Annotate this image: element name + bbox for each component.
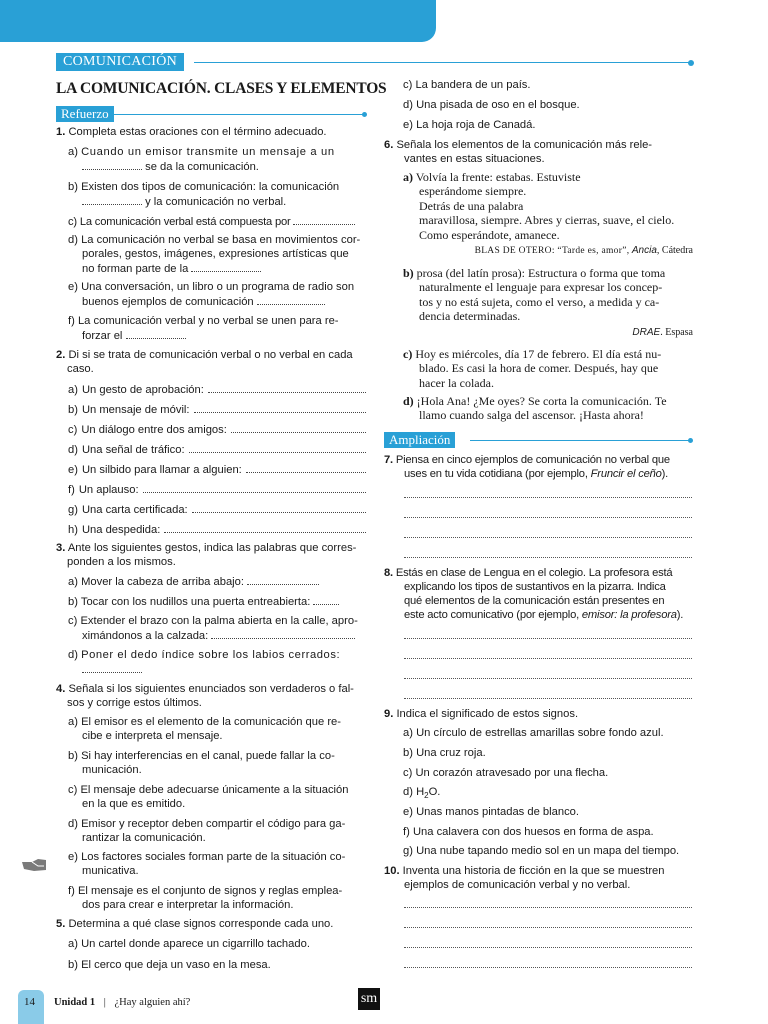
q6-item-d	[403, 394, 693, 423]
question-text: explicando los tipos de sustantivos en la pizarra. Indica	[404, 581, 666, 593]
q4-item-f	[68, 884, 366, 912]
item-text: no forman parte de la	[82, 263, 189, 275]
item-text: El cerco que deja un vaso en la mesa.	[81, 959, 271, 971]
q3-item-b	[68, 594, 366, 609]
definition-line: prosa (del latín prosa): Estructura o forma que toma	[416, 266, 666, 280]
item-label: b)	[68, 959, 78, 971]
item-label: g)	[403, 845, 413, 857]
item-label: e)	[68, 851, 78, 863]
item-label: a)	[403, 727, 413, 739]
unit-title: ¿Hay alguien ahí?	[114, 997, 191, 1008]
item-text: Un gesto de aprobación:	[81, 384, 204, 396]
answer-line[interactable]	[404, 517, 692, 518]
item-text: ximándonos a la calzada:	[82, 630, 209, 642]
item-text: se da la comunicación.	[145, 161, 259, 173]
item-text: Un cartel donde aparece un cigarrillo tachado.	[81, 938, 310, 950]
item-text: y la comunicación no verbal.	[145, 196, 287, 208]
ampliacion-divider	[470, 440, 690, 441]
question-text: caso.	[67, 363, 94, 375]
refuerzo-divider	[112, 114, 364, 115]
answer-blank[interactable]	[126, 328, 186, 339]
q4-item-b	[68, 749, 366, 777]
item-text: Una calavera con dos huesos en forma de aspa.	[412, 826, 654, 838]
pointing-hand-icon	[20, 856, 48, 874]
q9-item-g	[403, 844, 693, 858]
question-6	[384, 138, 694, 166]
footer-unit	[54, 997, 190, 1008]
question-5	[56, 917, 368, 931]
q2-items	[68, 382, 366, 542]
item-text: Una señal de tráfico:	[81, 444, 185, 456]
q5-item-d	[403, 98, 693, 112]
item-text: Los factores sociales forman parte de la situación co-	[81, 851, 346, 863]
section-divider	[194, 62, 690, 63]
item-text: municación.	[82, 764, 142, 776]
question-number: 6.	[384, 139, 394, 151]
item-text: 2	[424, 791, 429, 801]
answer-blank[interactable]	[247, 574, 319, 585]
question-8	[384, 566, 694, 622]
section-tab: COMUNICACIÓN	[56, 53, 184, 71]
item-label: a)	[68, 576, 78, 588]
answer-blank[interactable]	[82, 194, 142, 205]
text-line: blado. Es casi la hora de comer. Después, hay que	[419, 361, 659, 376]
item-label: b)	[68, 181, 78, 193]
question-text: ).	[676, 609, 684, 621]
item-text: Mover la cabeza de arriba abajo:	[81, 576, 244, 588]
question-text: Señala los elementos de la comunicación más rele-	[396, 139, 653, 151]
answer-line[interactable]	[404, 537, 692, 538]
question-text: uses en tu vida cotidiana (por ejemplo,	[404, 468, 591, 480]
item-label: d)	[68, 234, 78, 246]
question-number: 1.	[56, 126, 66, 138]
item-label: e)	[68, 464, 78, 476]
item-text: Un mensaje de móvil:	[81, 404, 190, 416]
item-text: La bandera de un país.	[415, 79, 531, 91]
q2-item	[68, 462, 366, 482]
question-text: sos y corrige estos últimos.	[67, 697, 202, 709]
item-text: Emisor y receptor deben compartir el código para ga-	[81, 818, 346, 830]
item-text: porales, gestos, imágenes, expresiones artísticas que	[82, 248, 349, 260]
answer-line[interactable]	[404, 947, 692, 948]
item-text: Existen dos tipos de comunicación: la comunicación	[81, 181, 340, 193]
question-text: Señala si los siguientes enunciados son verdaderos o fal-	[68, 683, 354, 695]
answer-blank[interactable]	[313, 594, 339, 605]
example-text: Fruncir el ceño	[590, 468, 662, 480]
question-text: Ante los siguientes gestos, indica las palabras que corres-	[67, 542, 357, 554]
answer-blank[interactable]	[189, 442, 366, 453]
item-label: a)	[68, 938, 78, 950]
item-label: b)	[68, 750, 78, 762]
item-text: dos para crear e interpretar la información.	[82, 899, 294, 911]
item-label: f)	[68, 484, 75, 496]
q9-item-c	[403, 766, 693, 780]
footer-separator: |	[103, 997, 106, 1008]
question-number: 10.	[384, 865, 400, 877]
item-label: b)	[68, 404, 78, 416]
question-number: 4.	[56, 683, 66, 695]
q2-item	[68, 442, 366, 462]
q1-item-c	[68, 214, 366, 229]
answer-blank[interactable]	[208, 382, 366, 393]
item-text: en la que es emitido.	[82, 798, 186, 810]
answer-line[interactable]	[404, 698, 692, 699]
item-text: Un círculo de estrellas amarillas sobre fondo azul.	[416, 727, 664, 739]
item-text: municativa.	[82, 865, 139, 877]
item-label: c)	[68, 216, 77, 228]
item-label: b)	[403, 747, 413, 759]
source-author: BLAS DE OTERO: “Tarde es, amor”,	[474, 246, 630, 257]
q4-item-a	[68, 715, 366, 743]
q6-item-a	[403, 170, 693, 258]
item-label: g)	[68, 504, 78, 516]
answer-blank[interactable]	[82, 159, 142, 170]
question-text: ponden a los mismos.	[67, 556, 176, 568]
refuerzo-tab: Refuerzo	[56, 106, 114, 122]
item-label: d)	[403, 99, 413, 111]
item-text: Unas manos pintadas de blanco.	[416, 806, 580, 818]
question-3	[56, 541, 368, 569]
q3-item-d	[68, 648, 366, 677]
q1-item-d	[68, 233, 366, 276]
item-text: O.	[428, 786, 441, 798]
q5-item-c	[403, 78, 693, 92]
text-line: Hoy es miércoles, día 17 de febrero. El día está nu-	[415, 347, 662, 361]
item-text: El mensaje es el conjunto de signos y reglas emplea-	[77, 885, 343, 897]
item-label: d)	[68, 818, 78, 830]
question-1	[56, 125, 368, 139]
item-text: Una cruz roja.	[416, 747, 486, 759]
question-text: Di si se trata de comunicación verbal o no verbal en cada	[68, 349, 353, 361]
text-line: hacer la colada.	[419, 375, 494, 390]
q4-item-e	[68, 850, 366, 878]
q6-item-b	[403, 266, 693, 340]
question-7	[384, 453, 694, 481]
item-label: c)	[68, 424, 78, 436]
answer-blank[interactable]	[246, 462, 366, 473]
item-text: Una conversación, un libro o un programa de radio son	[81, 281, 355, 293]
item-text: La comunicación verbal y no verbal se unen para re-	[77, 315, 339, 327]
item-text: Extender el brazo con la palma abierta en la calle, apro-	[80, 615, 358, 627]
question-2	[56, 348, 368, 376]
answer-line[interactable]	[404, 557, 692, 558]
question-number: 9.	[384, 708, 394, 720]
item-text: La comunicación verbal está compuesta por	[79, 216, 291, 228]
item-label: c)	[68, 615, 78, 627]
source-publisher: , Cátedra	[656, 245, 693, 257]
item-label: b)	[68, 596, 78, 608]
q2-item	[68, 502, 366, 522]
ampliacion-tab: Ampliación	[384, 432, 455, 448]
item-text: El emisor es el elemento de la comunicación que re-	[81, 716, 341, 728]
item-label: f)	[68, 315, 75, 327]
poem-line: Volvía la frente: estabas. Estuviste	[415, 170, 581, 184]
item-label: a)	[68, 716, 78, 728]
item-label: e)	[403, 119, 413, 131]
poem-line: Como esperándote, amanece.	[419, 227, 560, 242]
unit-label: Unidad 1	[54, 997, 96, 1008]
answer-line[interactable]	[404, 678, 692, 679]
question-text: ).	[661, 468, 669, 480]
item-text: forzar el	[82, 330, 123, 342]
q5-item-e	[403, 118, 693, 132]
item-text: Una despedida:	[81, 524, 161, 536]
poem-source	[403, 244, 693, 258]
q9-item-b	[403, 746, 693, 760]
question-number: 3.	[56, 542, 66, 554]
item-text: Un aplauso:	[78, 484, 139, 496]
item-label: d)	[403, 394, 414, 408]
question-number: 8.	[384, 567, 393, 579]
q9-item-e	[403, 805, 693, 819]
answer-blank[interactable]	[257, 294, 325, 305]
item-text: Un silbido para llamar a alguien:	[81, 464, 242, 476]
answer-line[interactable]	[404, 658, 692, 659]
item-text: buenos ejemplos de comunicación	[82, 296, 254, 308]
item-text: Un diálogo entre dos amigos:	[81, 424, 227, 436]
answer-line[interactable]	[404, 638, 692, 639]
q2-item	[68, 382, 366, 402]
item-label: e)	[68, 281, 78, 293]
source-work: Ancia	[631, 245, 657, 257]
text-line: llamo cuando salga del ascensor. ¡Hasta ahora!	[419, 408, 644, 423]
source-work: DRAE	[632, 326, 661, 338]
q5-item-b	[68, 958, 366, 972]
source-publisher: . Espasa	[660, 326, 693, 338]
item-text: Si hay interferencias en el canal, puede fallar la co-	[81, 750, 335, 762]
item-label: h)	[68, 524, 78, 536]
q4-item-c	[68, 783, 366, 811]
answer-line[interactable]	[404, 967, 692, 968]
item-text: El mensaje debe adecuarse únicamente a la situación	[80, 784, 349, 796]
q2-item	[68, 402, 366, 422]
item-label: c)	[403, 79, 413, 91]
question-9	[384, 707, 694, 721]
text-line: ¡Hola Ana! ¿Me oyes? Se corta la comunicación. Te	[416, 394, 667, 408]
answer-blank[interactable]	[192, 502, 366, 513]
question-text: este acto comunicativo (por ejemplo,	[404, 609, 582, 621]
item-label: d)	[403, 786, 413, 798]
question-number: 5.	[56, 918, 66, 930]
item-label: b)	[403, 266, 414, 280]
question-text: Inventa una historia de ficción en la que se muestren	[402, 865, 665, 877]
q1-item-b	[68, 180, 366, 209]
answer-line[interactable]	[404, 927, 692, 928]
q1-item-f	[68, 314, 366, 343]
definition-line: dencia determinadas.	[419, 309, 521, 324]
item-text: Un corazón atravesado por una flecha.	[415, 767, 609, 779]
q2-item	[68, 522, 366, 542]
item-text: La comunicación no verbal se basa en movimientos cor-	[81, 234, 361, 246]
poem-line: esperándome siempre.	[419, 184, 527, 199]
definition-source	[403, 326, 693, 340]
question-4	[56, 682, 368, 710]
question-text: Estás en clase de Lengua en el colegio. La profesora está	[395, 567, 673, 579]
item-label: a)	[68, 146, 78, 158]
item-text: Una pisada de oso en el bosque.	[416, 99, 580, 111]
example-text: emisor: la profesora	[581, 609, 677, 621]
top-color-band	[0, 0, 436, 42]
item-label: c)	[403, 347, 413, 361]
item-label: d)	[68, 649, 78, 661]
poem-line: Detrás de una palabra	[419, 198, 524, 213]
q4-item-d	[68, 817, 366, 845]
question-text: Piensa en cinco ejemplos de comunicación no verbal que	[395, 454, 670, 466]
question-text: qué elementos de la comunicación están presentes en	[404, 595, 665, 607]
q2-item	[68, 482, 366, 502]
item-text: Tocar con los nudillos una puerta entreabierta:	[80, 596, 311, 608]
q5-item-a	[68, 937, 366, 951]
question-number: 2.	[56, 349, 66, 361]
q3-item-c	[68, 614, 366, 643]
answer-line[interactable]	[404, 497, 692, 498]
q9-item-d	[403, 785, 693, 803]
page-number: 14	[24, 996, 35, 1008]
answer-blank[interactable]	[164, 522, 366, 533]
section-divider-dot	[688, 60, 694, 66]
question-10	[384, 864, 694, 892]
question-number: 7.	[384, 454, 393, 466]
item-label: c)	[68, 784, 78, 796]
page-title: LA COMUNICACIÓN. CLASES Y ELEMENTOS	[56, 80, 387, 97]
q3-item-a	[68, 574, 366, 589]
q9-item-f	[403, 825, 693, 839]
answer-blank[interactable]	[191, 261, 261, 272]
item-text: La hoja roja de Canadá.	[416, 119, 536, 131]
poem-line: maravillosa, siempre. Abres y cierras, suave, el cielo.	[419, 213, 675, 228]
item-text: Una nube tapando medio sol en un mapa del tiempo.	[416, 845, 680, 857]
answer-line[interactable]	[404, 907, 692, 908]
ampliacion-divider-dot	[688, 438, 693, 443]
q9-item-a	[403, 726, 693, 740]
question-text: Indica el significado de estos signos.	[396, 708, 579, 720]
answer-blank[interactable]	[82, 662, 142, 673]
definition-line: tos y no está sujeta, como el verso, a medida y ca-	[419, 294, 660, 309]
q1-item-a	[68, 145, 366, 174]
q6-item-c	[403, 347, 693, 390]
item-label: c)	[403, 767, 413, 779]
item-text: rantizar la comunicación.	[82, 832, 206, 844]
answer-blank[interactable]	[211, 628, 355, 639]
question-text: ejemplos de comunicación verbal y no verbal.	[404, 879, 631, 891]
item-text: Cuando un emisor transmite un mensaje a un	[81, 146, 335, 158]
item-label: e)	[403, 806, 413, 818]
q1-item-e	[68, 280, 366, 309]
answer-blank[interactable]	[143, 482, 366, 493]
answer-blank[interactable]	[231, 422, 366, 433]
question-text: Determina a qué clase signos corresponde cada uno.	[68, 918, 334, 930]
answer-blank[interactable]	[293, 214, 355, 225]
answer-blank[interactable]	[194, 402, 366, 413]
item-label: a)	[68, 384, 78, 396]
item-label: d)	[68, 444, 78, 456]
item-label: f)	[403, 826, 410, 838]
question-text: vantes en estas situaciones.	[404, 153, 545, 165]
item-text: Poner el dedo índice sobre los labios cerrados:	[81, 649, 341, 661]
definition-line: naturalmente el lenguaje para expresar los concep-	[419, 280, 663, 295]
question-text: Completa estas oraciones con el término adecuado.	[68, 126, 327, 138]
item-text: H	[416, 786, 425, 798]
item-label: f)	[68, 885, 75, 897]
q2-item	[68, 422, 366, 442]
item-text: Una carta certificada:	[81, 504, 188, 516]
publisher-logo: sm	[358, 988, 380, 1010]
item-label: a)	[403, 170, 413, 184]
item-text: cibe e interpreta el mensaje.	[82, 730, 223, 742]
refuerzo-divider-dot	[362, 112, 367, 117]
